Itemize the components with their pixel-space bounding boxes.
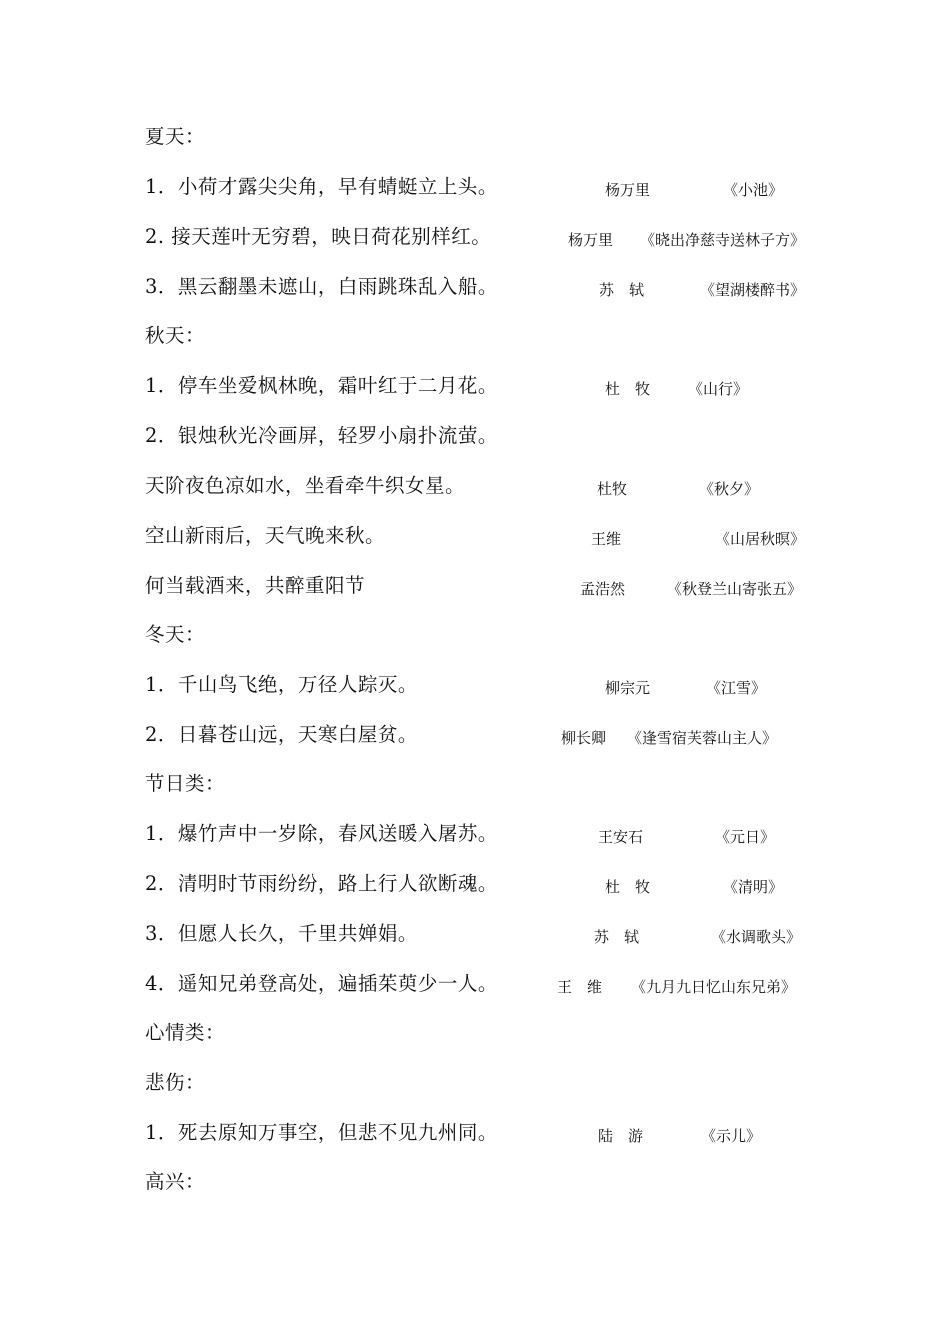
poem-title: 《秋登兰山寄张五》 [667,580,803,598]
section-heading-autumn [0,322,950,372]
verse-text: 2．日暮苍山远，天寒白屋贫。 [145,723,418,746]
poem-line [0,173,950,223]
verse-text: 2. 接天莲叶无穷碧，映日荷花别样红。 [145,225,492,248]
poem-line [0,1119,950,1169]
poem-title: 《江雪》 [706,679,767,697]
poem-line [0,820,950,870]
poem-title: 《九月九日忆山东兄弟》 [631,978,797,996]
poem-title: 《示儿》 [701,1127,762,1145]
heading-text: 冬天： [145,623,206,646]
poet-name: 王 维 [557,978,603,996]
poem-title: 《清明》 [723,878,784,896]
poem-line [0,422,950,472]
poem-title: 《秋夕》 [699,480,760,498]
poem-line [0,920,950,970]
poem-line [0,273,950,323]
subheading-sad [0,1069,950,1119]
heading-text: 节日类： [145,772,226,795]
poet-name: 杜 牧 [605,878,651,896]
verse-text: 3．但愿人长久，千里共婵娟。 [145,922,418,945]
verse-text: 1．停车坐爱枫林晚，霜叶红于二月花。 [145,374,498,397]
verse-text: 1．小荷才露尖尖角，早有蜻蜓立上头。 [145,175,498,198]
verse-text: 何当载酒来，共醉重阳节 [145,574,366,597]
poet-name: 王维 [591,530,622,548]
section-heading-summer [0,123,950,173]
poem-line [0,223,950,273]
verse-text: 1．爆竹声中一岁除，春风送暖入屠苏。 [145,822,498,845]
verse-text: 空山新雨后，天气晚来秋。 [145,524,386,547]
poet-name: 王安石 [598,828,644,846]
poet-name: 苏 轼 [599,281,645,299]
verse-text: 天阶夜色凉如水，坐看牵牛织女星。 [145,474,466,497]
verse-text: 2．清明时节雨纷纷，路上行人欲断魂。 [145,872,498,895]
subheading-happy [0,1168,950,1218]
poem-title: 《山行》 [688,380,749,398]
poem-title: 《山居秋暝》 [715,530,806,548]
heading-text: 秋天： [145,324,206,347]
poem-line [0,870,950,920]
poet-name: 杨万里 [568,231,614,249]
poet-name: 苏 轼 [594,928,640,946]
poet-name: 杜 牧 [605,380,651,398]
poet-name: 陆 游 [598,1127,644,1145]
poem-title: 《晓出净慈寺送林子方》 [640,231,806,249]
poet-name: 柳宗元 [605,679,651,697]
poem-title: 《小池》 [723,181,784,199]
heading-text: 悲伤： [145,1071,206,1094]
poet-name: 孟浩然 [580,580,626,598]
poet-name: 杨万里 [605,181,651,199]
verse-text: 3．黑云翻墨未遮山，白雨跳珠乱入船。 [145,275,498,298]
heading-text: 心情类： [145,1021,226,1044]
poem-line [0,671,950,721]
heading-text: 夏天： [145,125,206,148]
verse-text: 2．银烛秋光冷画屏，轻罗小扇扑流萤。 [145,424,498,447]
poem-title: 《逢雪宿芙蓉山主人》 [627,729,778,747]
verse-text: 4．遥知兄弟登高处，遍插茱萸少一人。 [145,972,498,995]
verse-text: 1．千山鸟飞绝，万径人踪灭。 [145,673,418,696]
section-heading-moods [0,1019,950,1069]
poem-line [0,721,950,771]
poem-title: 《望湖楼醉书》 [700,281,806,299]
poem-line [0,372,950,422]
poem-line [0,472,950,522]
poet-name: 杜牧 [597,480,628,498]
heading-text: 高兴： [145,1170,206,1193]
poem-title: 《元日》 [715,828,776,846]
verse-text: 1．死去原知万事空，但悲不见九州同。 [145,1121,498,1144]
poet-name: 柳长卿 [561,729,607,747]
poem-line [0,970,950,1020]
section-heading-winter [0,621,950,671]
poem-line [0,572,950,622]
section-heading-festivals [0,770,950,820]
poem-line [0,522,950,572]
poem-title: 《水调歌头》 [711,928,802,946]
